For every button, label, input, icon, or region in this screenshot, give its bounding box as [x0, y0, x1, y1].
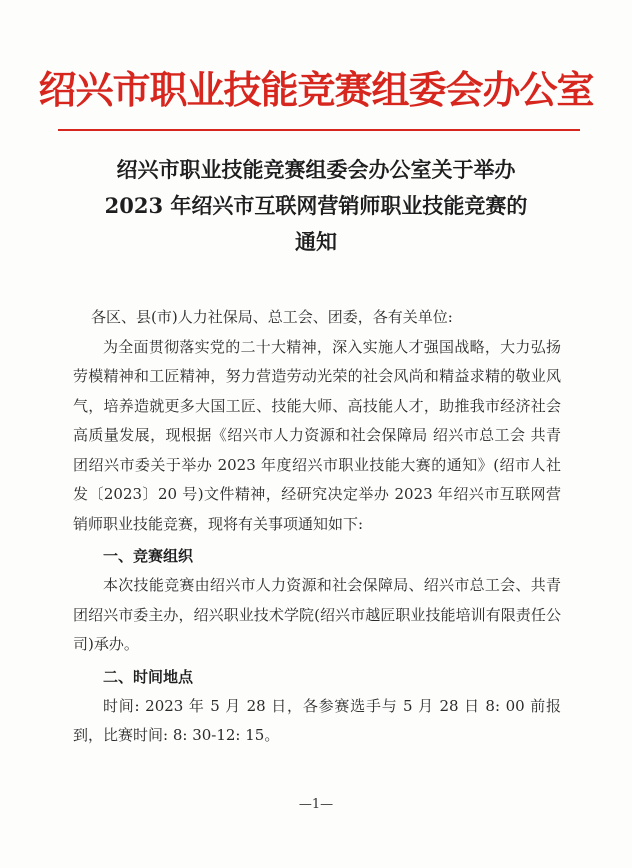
issuing-office-header: 绍兴市职业技能竞赛组委会办公室	[38, 68, 594, 112]
section-paragraph: 本次技能竞赛由绍兴市人力资源和社会保障局、绍兴市总工会、共青团绍兴市委主办，绍兴职业技术学院(绍兴市越匠职业技能培训有限责任公司)承办。	[73, 576, 561, 653]
section-time-location	[73, 662, 561, 751]
section-heading: 二、时间地点	[103, 667, 194, 686]
title-line: 2023 年绍兴市互联网营销师职业技能竞赛的	[104, 193, 528, 218]
document-body	[73, 303, 561, 751]
section-heading: 一、竞赛组织	[103, 547, 194, 565]
title-line: 绍兴市职业技能竞赛组委会办公室关于举办	[116, 157, 516, 182]
page-number: —1—	[298, 797, 334, 812]
document-title	[40, 152, 592, 260]
section-competition-organization	[73, 541, 561, 660]
title-line: 通知	[295, 229, 337, 254]
section-paragraph: 时间: 2023 年 5 月 28 日，各参赛选手与 5 月 28 日 8: 00 前报到，比赛时间: 8: 30-12: 15。	[73, 696, 561, 744]
salutation: 各区、县(市)人力社保局、总工会、团委，各有关单位:	[91, 308, 453, 326]
intro-paragraph: 为全面贯彻落实党的二十大精神，深入实施人才强国战略，大力弘扬劳模精神和工匠精神，努力营造劳动光荣的社会风尚和精益求精的敬业风气，培养造就更多大国工匠、技能大师、高技能人才，助推我市经济社会高质量发展，现根据《绍兴市人力资源和社会保障局 绍兴市总工会 共青团绍兴市委关于举办 2023 年度绍兴市职业技能大赛的通知》(绍市人社发〔2023〕20 号)文件精神，经研究决定举办 2023 年绍兴市互联网营销师职业技能竞赛，现将有关事项通知如下:	[73, 337, 561, 533]
header-divider	[58, 129, 580, 131]
